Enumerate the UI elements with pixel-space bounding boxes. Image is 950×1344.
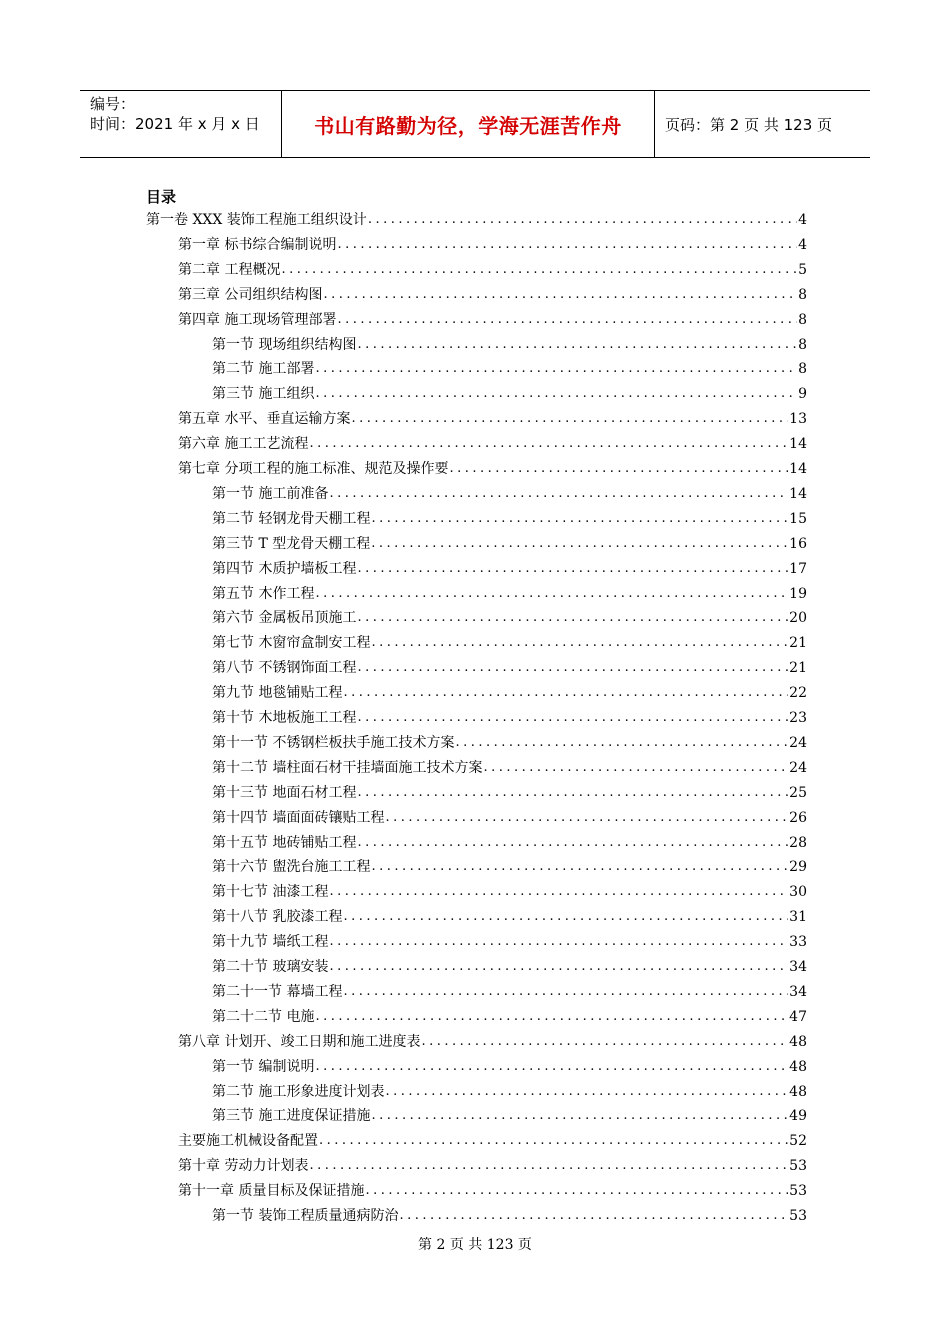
- motto-text: 书山有路勤为径，学海无涯苦作舟: [314, 113, 622, 138]
- toc-leader-dots: [329, 484, 788, 504]
- toc-entry[interactable]: [212, 482, 807, 504]
- toc-entry-page: 28: [789, 834, 807, 851]
- toc-leader-dots: [371, 857, 788, 877]
- toc-entry-page: 14: [789, 485, 807, 502]
- toc-entry-page: 8: [798, 336, 807, 353]
- toc-leader-dots: [371, 534, 788, 554]
- toc-leader-dots: [309, 434, 788, 454]
- toc-entry[interactable]: [212, 382, 807, 404]
- toc-entry-title: 第二节 轻钢龙骨天棚工程: [212, 510, 371, 527]
- toc-entry[interactable]: [212, 706, 807, 728]
- toc-entry-page: 17: [789, 560, 807, 577]
- toc-entry[interactable]: [212, 1005, 807, 1027]
- toc-entry[interactable]: [212, 1204, 807, 1226]
- toc-entry-page: 29: [789, 859, 807, 876]
- toc-leader-dots: [319, 1131, 788, 1151]
- toc-entry-title: 第五节 木作工程: [212, 585, 315, 602]
- toc-entry[interactable]: [178, 1179, 807, 1201]
- toc-leader-dots: [455, 733, 788, 753]
- toc-entry-page: 4: [798, 212, 807, 228]
- toc-leader-dots: [371, 633, 788, 653]
- toc-entry[interactable]: [212, 731, 807, 753]
- toc-entry[interactable]: [178, 1030, 807, 1052]
- toc-entry-title: 第一节 现场组织结构图: [212, 336, 357, 353]
- toc-entry-page: 21: [789, 635, 807, 652]
- toc-entry[interactable]: [212, 656, 807, 678]
- toc-entry-title: 第一节 施工前准备: [212, 485, 329, 502]
- toc-entry-page: 22: [789, 685, 807, 702]
- toc-entry-page: 8: [798, 286, 807, 303]
- time-label: 时间：2021 年 x 月 x 日: [90, 115, 260, 133]
- toc-leader-dots: [281, 260, 797, 280]
- toc-entry-title: 第十章 劳动力计划表: [178, 1158, 309, 1175]
- toc-entry-title: 第四节 木质护墙板工程: [212, 560, 357, 577]
- toc-entry-title: 第十四节 墙面面砖镶贴工程: [212, 809, 385, 826]
- toc-leader-dots: [315, 1007, 788, 1027]
- toc-leader-dots: [315, 1057, 788, 1077]
- toc-entry-page: 53: [789, 1208, 807, 1224]
- toc-entry-page: 19: [789, 585, 807, 602]
- toc-entry[interactable]: [212, 1080, 807, 1102]
- toc-entry[interactable]: [178, 1129, 807, 1151]
- toc-leader-dots: [371, 1106, 788, 1126]
- toc-leader-dots: [315, 359, 797, 379]
- toc-leader-dots: [357, 833, 788, 853]
- toc-entry[interactable]: [212, 955, 807, 977]
- toc-leader-dots: [343, 907, 788, 927]
- toc-entry[interactable]: [212, 781, 807, 803]
- document-header: [80, 90, 870, 158]
- toc-leader-dots: [357, 335, 797, 355]
- toc-entry-title: 第一卷 XXX 装饰工程施工组织设计: [146, 212, 367, 228]
- toc-entry-title: 第十九节 墙纸工程: [212, 934, 329, 951]
- toc-entry-page: 16: [789, 535, 807, 552]
- toc-leader-dots: [329, 882, 788, 902]
- toc-entry-title: 第十三节 地面石材工程: [212, 784, 357, 801]
- toc-entry-title: 第三节 施工进度保证措施: [212, 1108, 371, 1125]
- toc-entry[interactable]: [212, 831, 807, 853]
- toc-entry-title: 第二节 施工部署: [212, 361, 315, 378]
- toc-leader-dots: [385, 1082, 788, 1102]
- toc-entry[interactable]: [212, 930, 807, 952]
- toc-entry-title: 第三章 公司组织结构图: [178, 286, 323, 303]
- toc-entry[interactable]: [212, 855, 807, 877]
- toc-entry-page: 9: [798, 386, 807, 403]
- toc-entry-title: 第八节 不锈钢饰面工程: [212, 660, 357, 677]
- toc-entry[interactable]: [212, 532, 807, 554]
- toc-entry-title: 第八章 计划开、竣工日期和施工进度表: [178, 1033, 421, 1050]
- toc-entry-page: 24: [789, 734, 807, 751]
- toc-leader-dots: [351, 409, 788, 429]
- toc-leader-dots: [357, 708, 788, 728]
- toc-entry-page: 20: [789, 610, 807, 627]
- toc-entry[interactable]: [178, 233, 807, 255]
- toc-leader-dots: [365, 1181, 788, 1201]
- toc-entry[interactable]: [212, 980, 807, 1002]
- toc-leader-dots: [449, 459, 788, 479]
- toc-leader-dots: [371, 509, 788, 529]
- toc-entry[interactable]: [212, 905, 807, 927]
- toc-entry-page: 33: [789, 934, 807, 951]
- toc-leader-dots: [309, 1156, 788, 1176]
- toc-entry-page: 49: [789, 1108, 807, 1125]
- toc-entry-page: 26: [789, 809, 807, 826]
- toc-entry-page: 34: [789, 959, 807, 975]
- toc-entry-title: 第二十节 玻璃安装: [212, 959, 329, 975]
- header-meta-cell: [80, 91, 282, 157]
- toc-entry-title: 第三节 T 型龙骨天棚工程: [212, 535, 371, 552]
- toc-entry[interactable]: [212, 1104, 807, 1126]
- toc-entry[interactable]: [178, 283, 807, 305]
- toc-entry-page: 34: [789, 983, 807, 1000]
- toc-entry[interactable]: [212, 756, 807, 778]
- toc-leader-dots: [329, 957, 788, 977]
- toc-entry-page: 47: [789, 1008, 807, 1025]
- toc-leader-dots: [421, 1032, 788, 1052]
- toc-entry-title: 第二章 工程概况: [178, 261, 281, 278]
- toc-entry-page: 14: [789, 461, 807, 477]
- toc-entry[interactable]: [212, 880, 807, 902]
- toc-entry[interactable]: [212, 806, 807, 828]
- toc-entry-page: 30: [789, 884, 807, 901]
- toc-entry[interactable]: [178, 407, 807, 429]
- toc-entry[interactable]: [212, 357, 807, 379]
- toc-entry-title: 第一章 标书综合编制说明: [178, 236, 337, 253]
- toc-entry-page: 5: [798, 261, 807, 278]
- toc-entry-page: 52: [789, 1133, 807, 1150]
- toc-leader-dots: [337, 310, 797, 330]
- toc-entry-title: 第一节 装饰工程质量通病防治: [212, 1208, 399, 1224]
- toc-entry-page: 48: [789, 1033, 807, 1050]
- toc-entry-page: 8: [798, 361, 807, 378]
- toc-leader-dots: [368, 210, 797, 230]
- toc-entry-title: 第三节 施工组织: [212, 386, 315, 403]
- toc-entry-page: 15: [789, 510, 807, 527]
- toc-entry-title: 第十七节 油漆工程: [212, 884, 329, 901]
- toc-entry-title: 主要施工机械设备配置: [178, 1133, 318, 1150]
- toc-entry-page: 13: [789, 411, 807, 428]
- toc-entry[interactable]: [178, 1154, 807, 1176]
- toc-entry-title: 第二十二节 电施: [212, 1008, 315, 1025]
- toc-entry-title: 第十六节 盥洗台施工工程: [212, 859, 371, 876]
- toc-entry[interactable]: [212, 1055, 807, 1077]
- toc-entry-title: 第九节 地毯铺贴工程: [212, 685, 343, 702]
- toc-leader-dots: [343, 683, 788, 703]
- toc-entry-title: 第七节 木窗帘盒制安工程: [212, 635, 371, 652]
- toc-entry[interactable]: [212, 631, 807, 653]
- toc-entry[interactable]: [178, 432, 807, 454]
- page-info: 页码：第 2 页 共 123 页: [665, 115, 833, 134]
- toc-entry-title: 第七章 分项工程的施工标准、规范及操作要: [178, 461, 449, 477]
- toc-entry-page: 48: [789, 1058, 807, 1075]
- toc-leader-dots: [399, 1206, 788, 1226]
- toc-entry-title: 第十八节 乳胶漆工程: [212, 909, 343, 926]
- toc-entry[interactable]: [212, 606, 807, 628]
- toc-entry[interactable]: [212, 582, 807, 604]
- toc-entry-title: 第十节 木地板施工工程: [212, 710, 357, 726]
- toc-entry-page: 48: [789, 1083, 807, 1100]
- toc-entry-page: 53: [789, 1158, 807, 1175]
- header-page-cell: [655, 91, 870, 157]
- toc-entry[interactable]: [146, 208, 807, 230]
- toc-entry-title: 第十一章 质量目标及保证措施: [178, 1183, 365, 1200]
- toc-leader-dots: [315, 384, 797, 404]
- toc-entry-title: 第十二节 墙柱面石材干挂墙面施工技术方案: [212, 759, 483, 776]
- toc-entry-page: 25: [789, 784, 807, 801]
- toc-entry[interactable]: [178, 258, 807, 280]
- toc-entry-title: 第十一节 不锈钢栏板扶手施工技术方案: [212, 734, 455, 751]
- toc-title: 目录: [146, 188, 177, 206]
- serial-label: 编号：: [90, 95, 136, 113]
- toc-leader-dots: [483, 758, 788, 778]
- toc-entry-title: 第五章 水平、垂直运输方案: [178, 411, 351, 428]
- toc-entry-title: 第六节 金属板吊顶施工: [212, 610, 357, 627]
- toc-entry-page: 53: [789, 1183, 807, 1200]
- toc-entry-title: 第二节 施工形象进度计划表: [212, 1083, 385, 1100]
- toc-entry-page: 31: [789, 909, 807, 926]
- toc-entry-title: 第四章 施工现场管理部署: [178, 311, 337, 328]
- toc-entry[interactable]: [212, 557, 807, 579]
- toc-leader-dots: [315, 584, 788, 604]
- toc-entry-title: 第六章 施工工艺流程: [178, 436, 309, 453]
- toc-leader-dots: [357, 783, 788, 803]
- toc-entry-page: 21: [789, 660, 807, 677]
- header-motto-cell: [282, 91, 655, 157]
- page-footer: 第 2 页 共 123 页: [418, 1237, 532, 1253]
- toc-leader-dots: [357, 559, 788, 579]
- toc-entry-page: 4: [798, 236, 807, 253]
- toc-leader-dots: [323, 285, 797, 305]
- toc-entry[interactable]: [178, 308, 807, 330]
- toc-entry-page: 23: [789, 710, 807, 726]
- toc-entry-page: 24: [789, 759, 807, 776]
- toc-entry-page: 8: [798, 311, 807, 328]
- toc-entry-title: 第二十一节 幕墙工程: [212, 983, 343, 1000]
- toc-entry[interactable]: [212, 333, 807, 355]
- toc-leader-dots: [357, 658, 788, 678]
- toc-entry[interactable]: [212, 507, 807, 529]
- toc-entry-page: 14: [789, 436, 807, 453]
- toc-leader-dots: [357, 608, 788, 628]
- toc-leader-dots: [343, 982, 788, 1002]
- toc-leader-dots: [385, 808, 788, 828]
- toc-leader-dots: [329, 932, 788, 952]
- toc-entry-title: 第十五节 地砖铺贴工程: [212, 834, 357, 851]
- toc-leader-dots: [337, 235, 797, 255]
- toc-entry-title: 第一节 编制说明: [212, 1058, 315, 1075]
- toc-entry[interactable]: [178, 457, 807, 479]
- toc-entry[interactable]: [212, 681, 807, 703]
